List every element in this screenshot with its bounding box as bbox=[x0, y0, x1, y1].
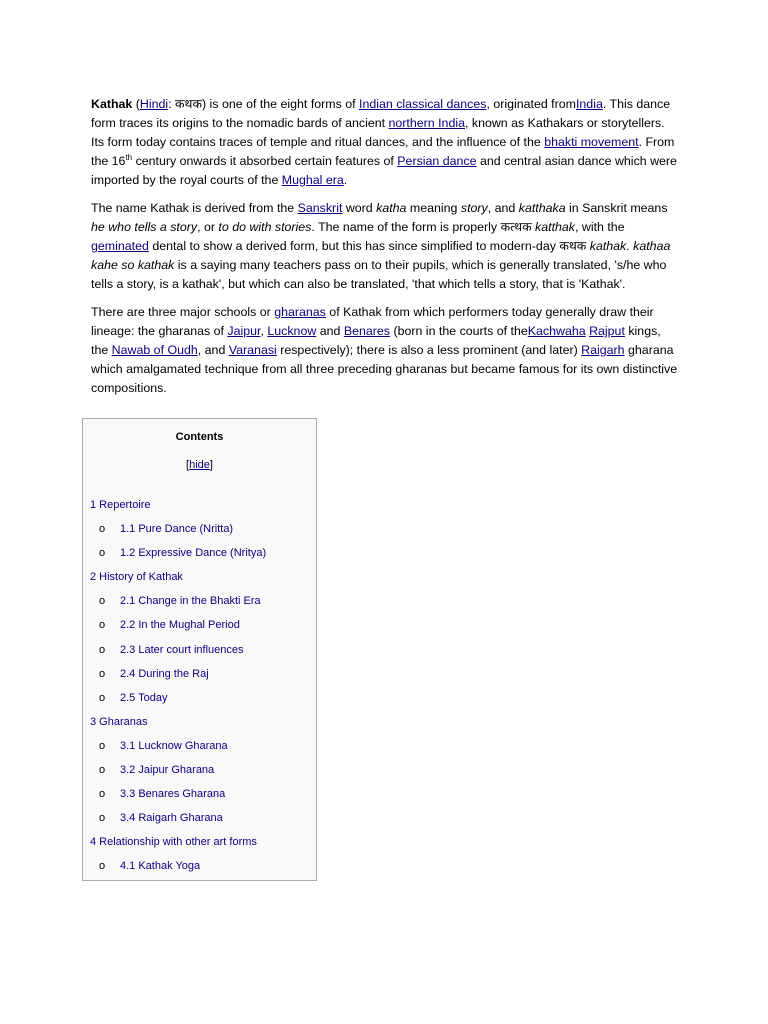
text: kings, the bbox=[91, 324, 661, 357]
article-term: Kathak bbox=[91, 97, 133, 111]
text: century onwards it absorbed certain features of bbox=[132, 154, 398, 168]
text: in Sanskrit means bbox=[565, 201, 668, 215]
italic-text: story bbox=[460, 201, 488, 215]
toc-entries bbox=[83, 498, 316, 884]
text: of Kathak from which performers today generally draw their lineage: the gharanas of bbox=[91, 305, 654, 338]
text: and central asian dance which were imported by the royal courts of the bbox=[91, 154, 677, 187]
toc-entry-1-2[interactable] bbox=[83, 546, 316, 570]
text: There are three major schools or bbox=[91, 305, 275, 319]
italic-text: katthak bbox=[535, 220, 575, 234]
toc-entry-2-1[interactable] bbox=[83, 594, 316, 618]
link-mughal-era[interactable]: Mughal era bbox=[281, 173, 344, 187]
toc-toggle bbox=[83, 459, 316, 471]
bracket: [ bbox=[186, 459, 190, 471]
text: . From the 16 bbox=[91, 135, 675, 168]
toc-entry-label: 2 History of Kathak bbox=[90, 571, 183, 584]
text: meaning bbox=[406, 201, 461, 215]
text: The name Kathak is derived from the bbox=[91, 201, 298, 215]
bullet-icon: o bbox=[99, 764, 106, 777]
toc-entry-label: 4.1 Kathak Yoga bbox=[120, 860, 201, 873]
link-india[interactable]: India bbox=[575, 97, 603, 111]
bullet-icon: o bbox=[99, 788, 106, 801]
toc-entry-2-2[interactable] bbox=[83, 618, 316, 642]
bullet-icon: o bbox=[99, 547, 106, 560]
text: . The name of the form is properly कत्थक bbox=[311, 220, 536, 234]
text: and bbox=[316, 324, 344, 338]
intro-paragraph bbox=[91, 95, 681, 190]
text: respectively); there is also a less prominent (and later) bbox=[276, 343, 582, 357]
toc-entry-label: 1.1 Pure Dance (Nritta) bbox=[120, 523, 234, 536]
text: gharana which amalgamated technique from all three preceding gharanas but became famous for its own distinctive compositions. bbox=[91, 343, 678, 395]
toc-entry-label: 2.1 Change in the Bhakti Era bbox=[120, 595, 261, 608]
link-indian-classical-dances[interactable]: Indian classical dances bbox=[359, 97, 487, 111]
article-body bbox=[91, 95, 681, 407]
etymology-paragraph bbox=[91, 199, 681, 294]
text: word bbox=[342, 201, 377, 215]
toc-entry-4-1[interactable] bbox=[83, 859, 316, 883]
toc-entry-label: 3 Gharanas bbox=[90, 715, 148, 728]
toc-entry-label: 3.3 Benares Gharana bbox=[120, 788, 226, 801]
bullet-icon: o bbox=[99, 812, 106, 825]
toc-entry-label: 2.2 In the Mughal Period bbox=[120, 619, 240, 632]
link-geminated[interactable]: geminated bbox=[91, 239, 149, 253]
bullet-icon: o bbox=[99, 667, 106, 680]
toc-entry-label: 1.2 Expressive Dance (Nritya) bbox=[120, 547, 267, 560]
gharanas-paragraph bbox=[91, 303, 681, 398]
toc-entry-label: 3.2 Jaipur Gharana bbox=[120, 764, 215, 777]
superscript-th: th bbox=[125, 152, 133, 162]
text: , known as Kathakars or storytellers. Its form today contains traces of temple and ritual dances, and the influence of the bbox=[91, 116, 665, 149]
text: , or bbox=[197, 220, 219, 234]
toc-entry-4[interactable] bbox=[83, 835, 316, 859]
text: . bbox=[343, 173, 348, 187]
text: , with the bbox=[575, 220, 625, 234]
text: , originated from bbox=[486, 97, 576, 111]
toc-entry-2-4[interactable] bbox=[83, 667, 316, 691]
link-lucknow[interactable]: Lucknow bbox=[267, 324, 317, 338]
link-sanskrit[interactable]: Sanskrit bbox=[297, 201, 343, 215]
link-nawab-of-oudh[interactable]: Nawab of Oudh bbox=[111, 343, 198, 357]
toc-title: Contents bbox=[175, 431, 224, 443]
toc-hide-link[interactable]: hide bbox=[189, 459, 210, 471]
bullet-icon: o bbox=[99, 860, 106, 873]
text: is a saying many teachers pass on to their pupils, which is generally translated, 's/he who tells a story, is a kathak', but which can also be translated, 'that which tells a story, that is 'Kathak'. bbox=[91, 258, 667, 291]
link-varanasi[interactable]: Varanasi bbox=[228, 343, 277, 357]
toc-entry-3-4[interactable] bbox=[83, 811, 316, 835]
italic-text: katthaka bbox=[518, 201, 566, 215]
link-benares[interactable]: Benares bbox=[343, 324, 390, 338]
toc-entry-1-1[interactable] bbox=[83, 522, 316, 546]
italic-text: to do with stories bbox=[218, 220, 312, 234]
link-gharanas[interactable]: gharanas bbox=[274, 305, 326, 319]
text: . bbox=[626, 239, 634, 253]
link-hindi[interactable]: Hindi bbox=[139, 97, 169, 111]
bullet-icon: o bbox=[99, 691, 106, 704]
link-persian-dance[interactable]: Persian dance bbox=[397, 154, 477, 168]
italic-text: kathaa kahe so kathak bbox=[91, 239, 671, 272]
text: , and bbox=[487, 201, 519, 215]
toc-entry-3-1[interactable] bbox=[83, 739, 316, 763]
bullet-icon: o bbox=[99, 595, 106, 608]
italic-text: kathak bbox=[589, 239, 627, 253]
text: dental to show a derived form, but this has since simplified to modern-day कथक bbox=[148, 239, 590, 253]
link-kachwaha[interactable]: Kachwaha bbox=[527, 324, 586, 338]
italic-text: katha bbox=[376, 201, 407, 215]
bullet-icon: o bbox=[99, 739, 106, 752]
italic-text: he who tells a story bbox=[91, 220, 198, 234]
toc-entry-3[interactable] bbox=[83, 715, 316, 739]
toc-entry-2-3[interactable] bbox=[83, 643, 316, 667]
toc-entry-label: 2.4 During the Raj bbox=[120, 667, 209, 680]
bullet-icon: o bbox=[99, 523, 106, 536]
toc-entry-label: 3.1 Lucknow Gharana bbox=[120, 739, 228, 752]
link-northern-india[interactable]: northern India bbox=[388, 116, 465, 130]
toc-entry-label: 2.5 Today bbox=[120, 691, 168, 704]
bullet-icon: o bbox=[99, 619, 106, 632]
text: , and bbox=[197, 343, 229, 357]
text: , bbox=[260, 324, 268, 338]
text: : कथक) is one of the eight forms of bbox=[168, 97, 360, 111]
toc-entry-3-3[interactable] bbox=[83, 787, 316, 811]
text: ( bbox=[132, 97, 140, 111]
bracket: ] bbox=[209, 459, 213, 471]
text: . This dance form traces its origins to the nomadic bards of ancient bbox=[91, 97, 671, 130]
toc-entry-2-5[interactable] bbox=[83, 691, 316, 715]
bullet-icon: o bbox=[99, 643, 106, 656]
link-raigarh[interactable]: Raigarh bbox=[581, 343, 625, 357]
text: (born in the courts of the bbox=[390, 324, 528, 338]
toc-entry-label: 4 Relationship with other art forms bbox=[90, 836, 257, 849]
toc-entry-3-2[interactable] bbox=[83, 763, 316, 787]
link-rajput[interactable]: Rajput bbox=[589, 324, 625, 338]
table-of-contents bbox=[82, 418, 317, 881]
link-bhakti-movement[interactable]: bhakti movement bbox=[544, 135, 639, 149]
toc-entry-1[interactable] bbox=[83, 498, 316, 522]
toc-entry-label: 3.4 Raigarh Gharana bbox=[120, 812, 223, 825]
toc-entry-2[interactable] bbox=[83, 570, 316, 594]
toc-entry-label: 1 Repertoire bbox=[90, 499, 151, 511]
link-jaipur[interactable]: Jaipur bbox=[227, 324, 261, 338]
toc-entry-label: 2.3 Later court influences bbox=[120, 643, 244, 656]
